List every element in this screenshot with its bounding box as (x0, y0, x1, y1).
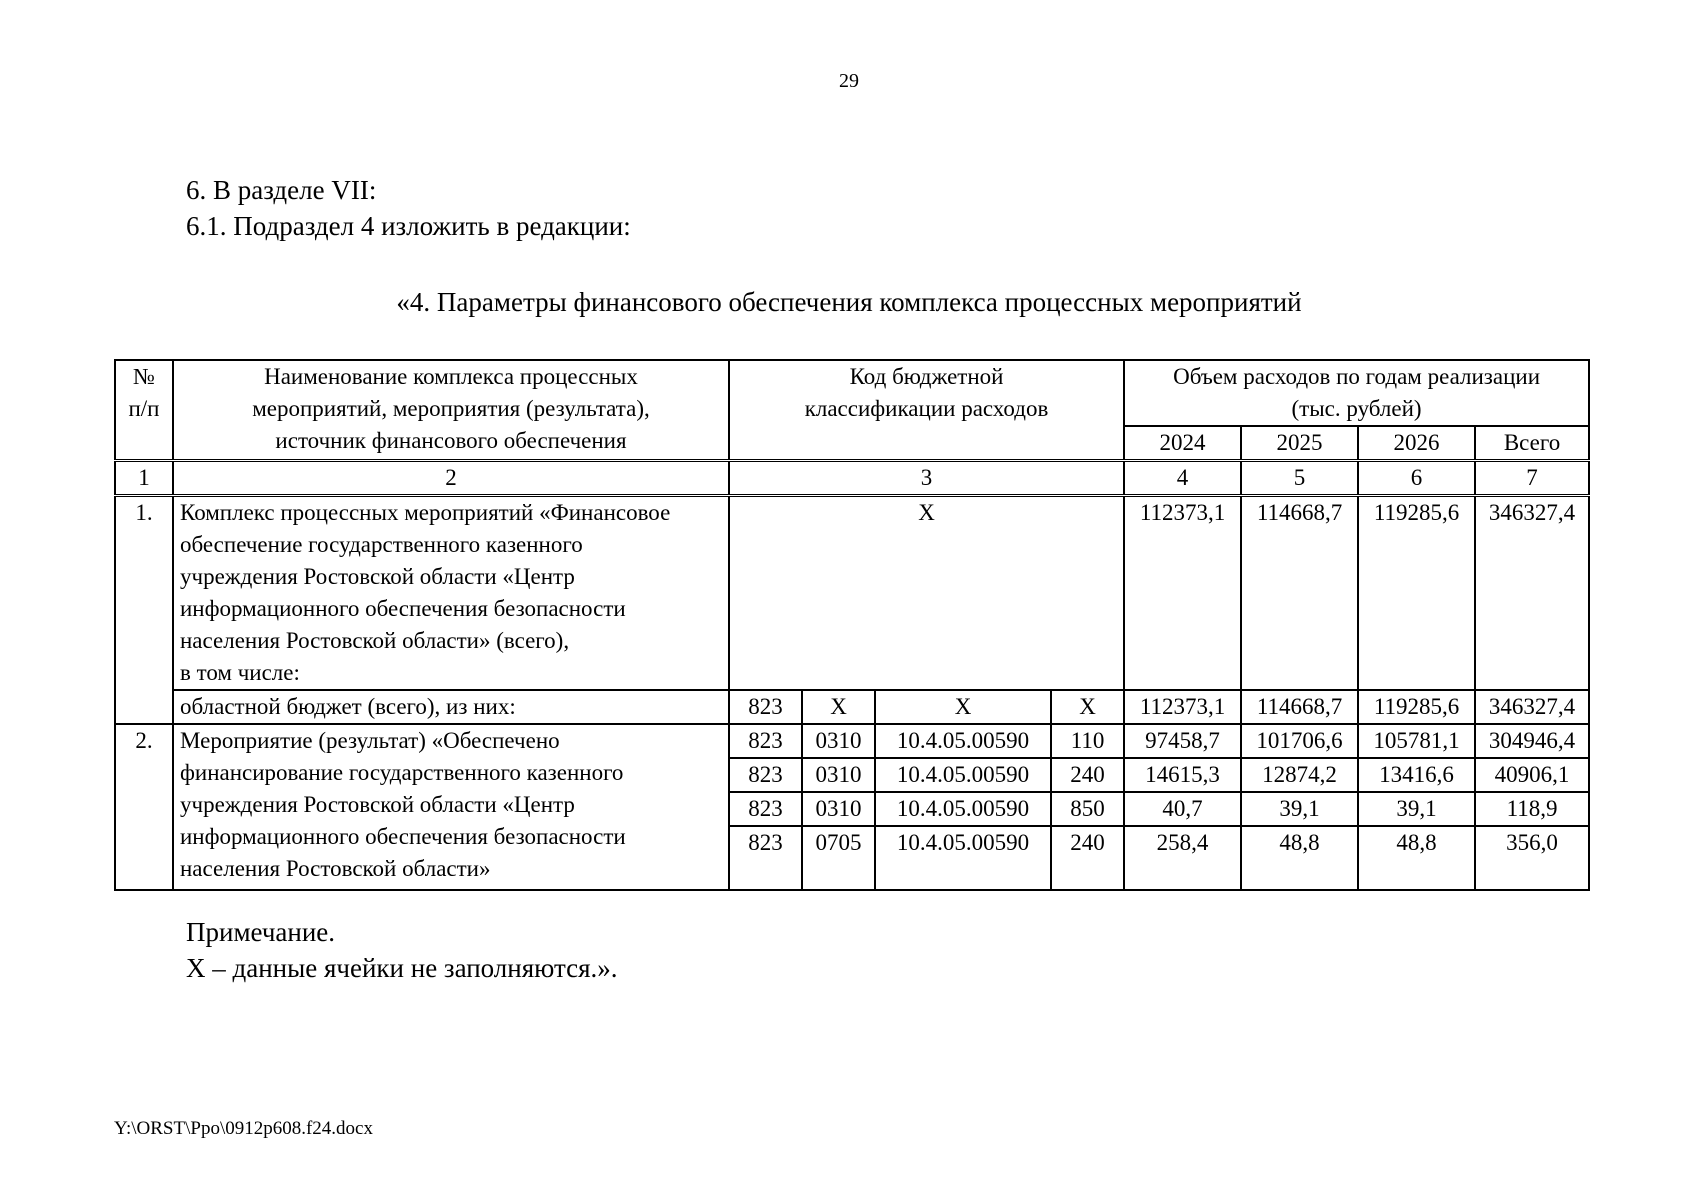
row2-name-line-3: учреждения Ростовской области «Центр (180, 792, 575, 817)
intro-line-1: 6. В разделе VII: (186, 175, 377, 205)
header-num-line-2: п/п (128, 396, 160, 421)
row2-name-line-5: населения Ростовской области» (180, 856, 491, 881)
footer-file-path: Y:\ORST\Ppo\0912p608.f24.docx (114, 1118, 373, 1139)
row2a-value-2025: 101706,6 (1241, 724, 1358, 758)
row2c-value-2025: 39,1 (1241, 792, 1358, 826)
row1-num: 1. (115, 496, 173, 725)
row2a-code-gov: 823 (729, 724, 802, 758)
row2d-value-2024: 258,4 (1124, 826, 1241, 890)
row1b-code-gov: 823 (729, 690, 802, 724)
header-name-line-2: мероприятий, мероприятия (результата), (252, 396, 650, 421)
row2a-code-section: 0310 (802, 724, 875, 758)
row2-num: 2. (115, 724, 173, 890)
row2c-code-gov: 823 (729, 792, 802, 826)
row2b-value-2024: 14615,3 (1124, 758, 1241, 792)
row1-name-line-5: населения Ростовской области» (всего), (180, 628, 570, 653)
column-number-3: 3 (729, 461, 1124, 496)
header-volume-line-1: Объем расходов по годам реализации (1173, 364, 1541, 389)
row1-code: Х (729, 496, 1124, 691)
row2b-value-total: 40906,1 (1475, 758, 1589, 792)
column-number-6: 6 (1358, 461, 1475, 496)
header-name (173, 360, 729, 461)
row1-name-line-6: в том числе: (180, 660, 300, 685)
row2-name-line-4: информационного обеспечения безопасности (180, 824, 626, 849)
row2b-value-2026: 13416,6 (1358, 758, 1475, 792)
row1-name-line-2: обеспечение государственного казенного (180, 532, 583, 557)
row1b-code-type: Х (1051, 690, 1124, 724)
header-year-2025: 2025 (1241, 426, 1358, 461)
row2c-value-total: 118,9 (1475, 792, 1589, 826)
column-number-5: 5 (1241, 461, 1358, 496)
row2-name-line-2: финансирование государственного казенного (180, 760, 624, 785)
table-row-2a (115, 724, 1589, 758)
column-number-4: 4 (1124, 461, 1241, 496)
page-number: 29 (839, 70, 859, 92)
row2a-code-type: 110 (1051, 724, 1124, 758)
column-number-2: 2 (173, 461, 729, 496)
row1b-code-target: Х (875, 690, 1051, 724)
column-number-1: 1 (115, 461, 173, 496)
row2c-code-target: 10.4.05.00590 (875, 792, 1051, 826)
row1-value-total: 346327,4 (1475, 496, 1589, 691)
table-row-1 (115, 496, 1589, 691)
header-volume (1124, 360, 1589, 426)
row2d-value-2026: 48,8 (1358, 826, 1475, 890)
row2c-code-type: 850 (1051, 792, 1124, 826)
header-year-2026: 2026 (1358, 426, 1475, 461)
row1-name-line-4: информационного обеспечения безопасности (180, 596, 626, 621)
header-code (729, 360, 1124, 461)
header-name-line-1: Наименование комплекса процессных (264, 364, 638, 389)
row1-value-2025: 114668,7 (1241, 496, 1358, 691)
row2d-code-type: 240 (1051, 826, 1124, 890)
row1b-name: областной бюджет (всего), из них: (173, 690, 729, 724)
row2b-code-target: 10.4.05.00590 (875, 758, 1051, 792)
row2a-code-target: 10.4.05.00590 (875, 724, 1051, 758)
row1-name (173, 496, 729, 691)
row1b-code-section: Х (802, 690, 875, 724)
row1-value-2024: 112373,1 (1124, 496, 1241, 691)
row2d-code-section: 0705 (802, 826, 875, 890)
intro-line-2: 6.1. Подраздел 4 изложить в редакции: (186, 211, 631, 241)
row2b-code-gov: 823 (729, 758, 802, 792)
row2d-code-target: 10.4.05.00590 (875, 826, 1051, 890)
row2c-value-2026: 39,1 (1358, 792, 1475, 826)
header-volume-line-2: (тыс. рублей) (1291, 396, 1422, 421)
row1b-value-2026: 119285,6 (1358, 690, 1475, 724)
header-code-line-1: Код бюджетной (849, 364, 1004, 389)
row2b-code-type: 240 (1051, 758, 1124, 792)
row2a-value-2026: 105781,1 (1358, 724, 1475, 758)
row2-name-line-1: Мероприятие (результат) «Обеспечено (180, 728, 560, 753)
column-number-row (115, 461, 1589, 496)
row2d-value-total: 356,0 (1475, 826, 1589, 890)
note-text: Х – данные ячейки не заполняются.». (186, 953, 618, 983)
row2-name (173, 724, 729, 890)
header-year-2024: 2024 (1124, 426, 1241, 461)
section-title: «4. Параметры финансового обеспечения комплекса процессных мероприятий (396, 287, 1302, 317)
row1b-value-total: 346327,4 (1475, 690, 1589, 724)
row2b-value-2025: 12874,2 (1241, 758, 1358, 792)
row1b-value-2024: 112373,1 (1124, 690, 1241, 724)
header-name-line-3: источник финансового обеспечения (275, 428, 627, 453)
column-number-7: 7 (1475, 461, 1589, 496)
row1-value-2026: 119285,6 (1358, 496, 1475, 691)
row2a-value-total: 304946,4 (1475, 724, 1589, 758)
row2c-value-2024: 40,7 (1124, 792, 1241, 826)
financing-table (114, 359, 1590, 891)
header-num-line-1: № (133, 364, 155, 389)
row2a-value-2024: 97458,7 (1124, 724, 1241, 758)
row2d-value-2025: 48,8 (1241, 826, 1358, 890)
row2d-code-gov: 823 (729, 826, 802, 890)
note-title: Примечание. (186, 917, 336, 947)
row1-name-line-1: Комплекс процессных мероприятий «Финансовое (180, 500, 671, 525)
row1-name-line-3: учреждения Ростовской области «Центр (180, 564, 575, 589)
table-row-1b (115, 690, 1589, 724)
row2b-code-section: 0310 (802, 758, 875, 792)
header-total: Всего (1475, 426, 1589, 461)
row2c-code-section: 0310 (802, 792, 875, 826)
header-code-line-2: классификации расходов (804, 396, 1049, 421)
row1b-value-2025: 114668,7 (1241, 690, 1358, 724)
header-num (115, 360, 173, 461)
